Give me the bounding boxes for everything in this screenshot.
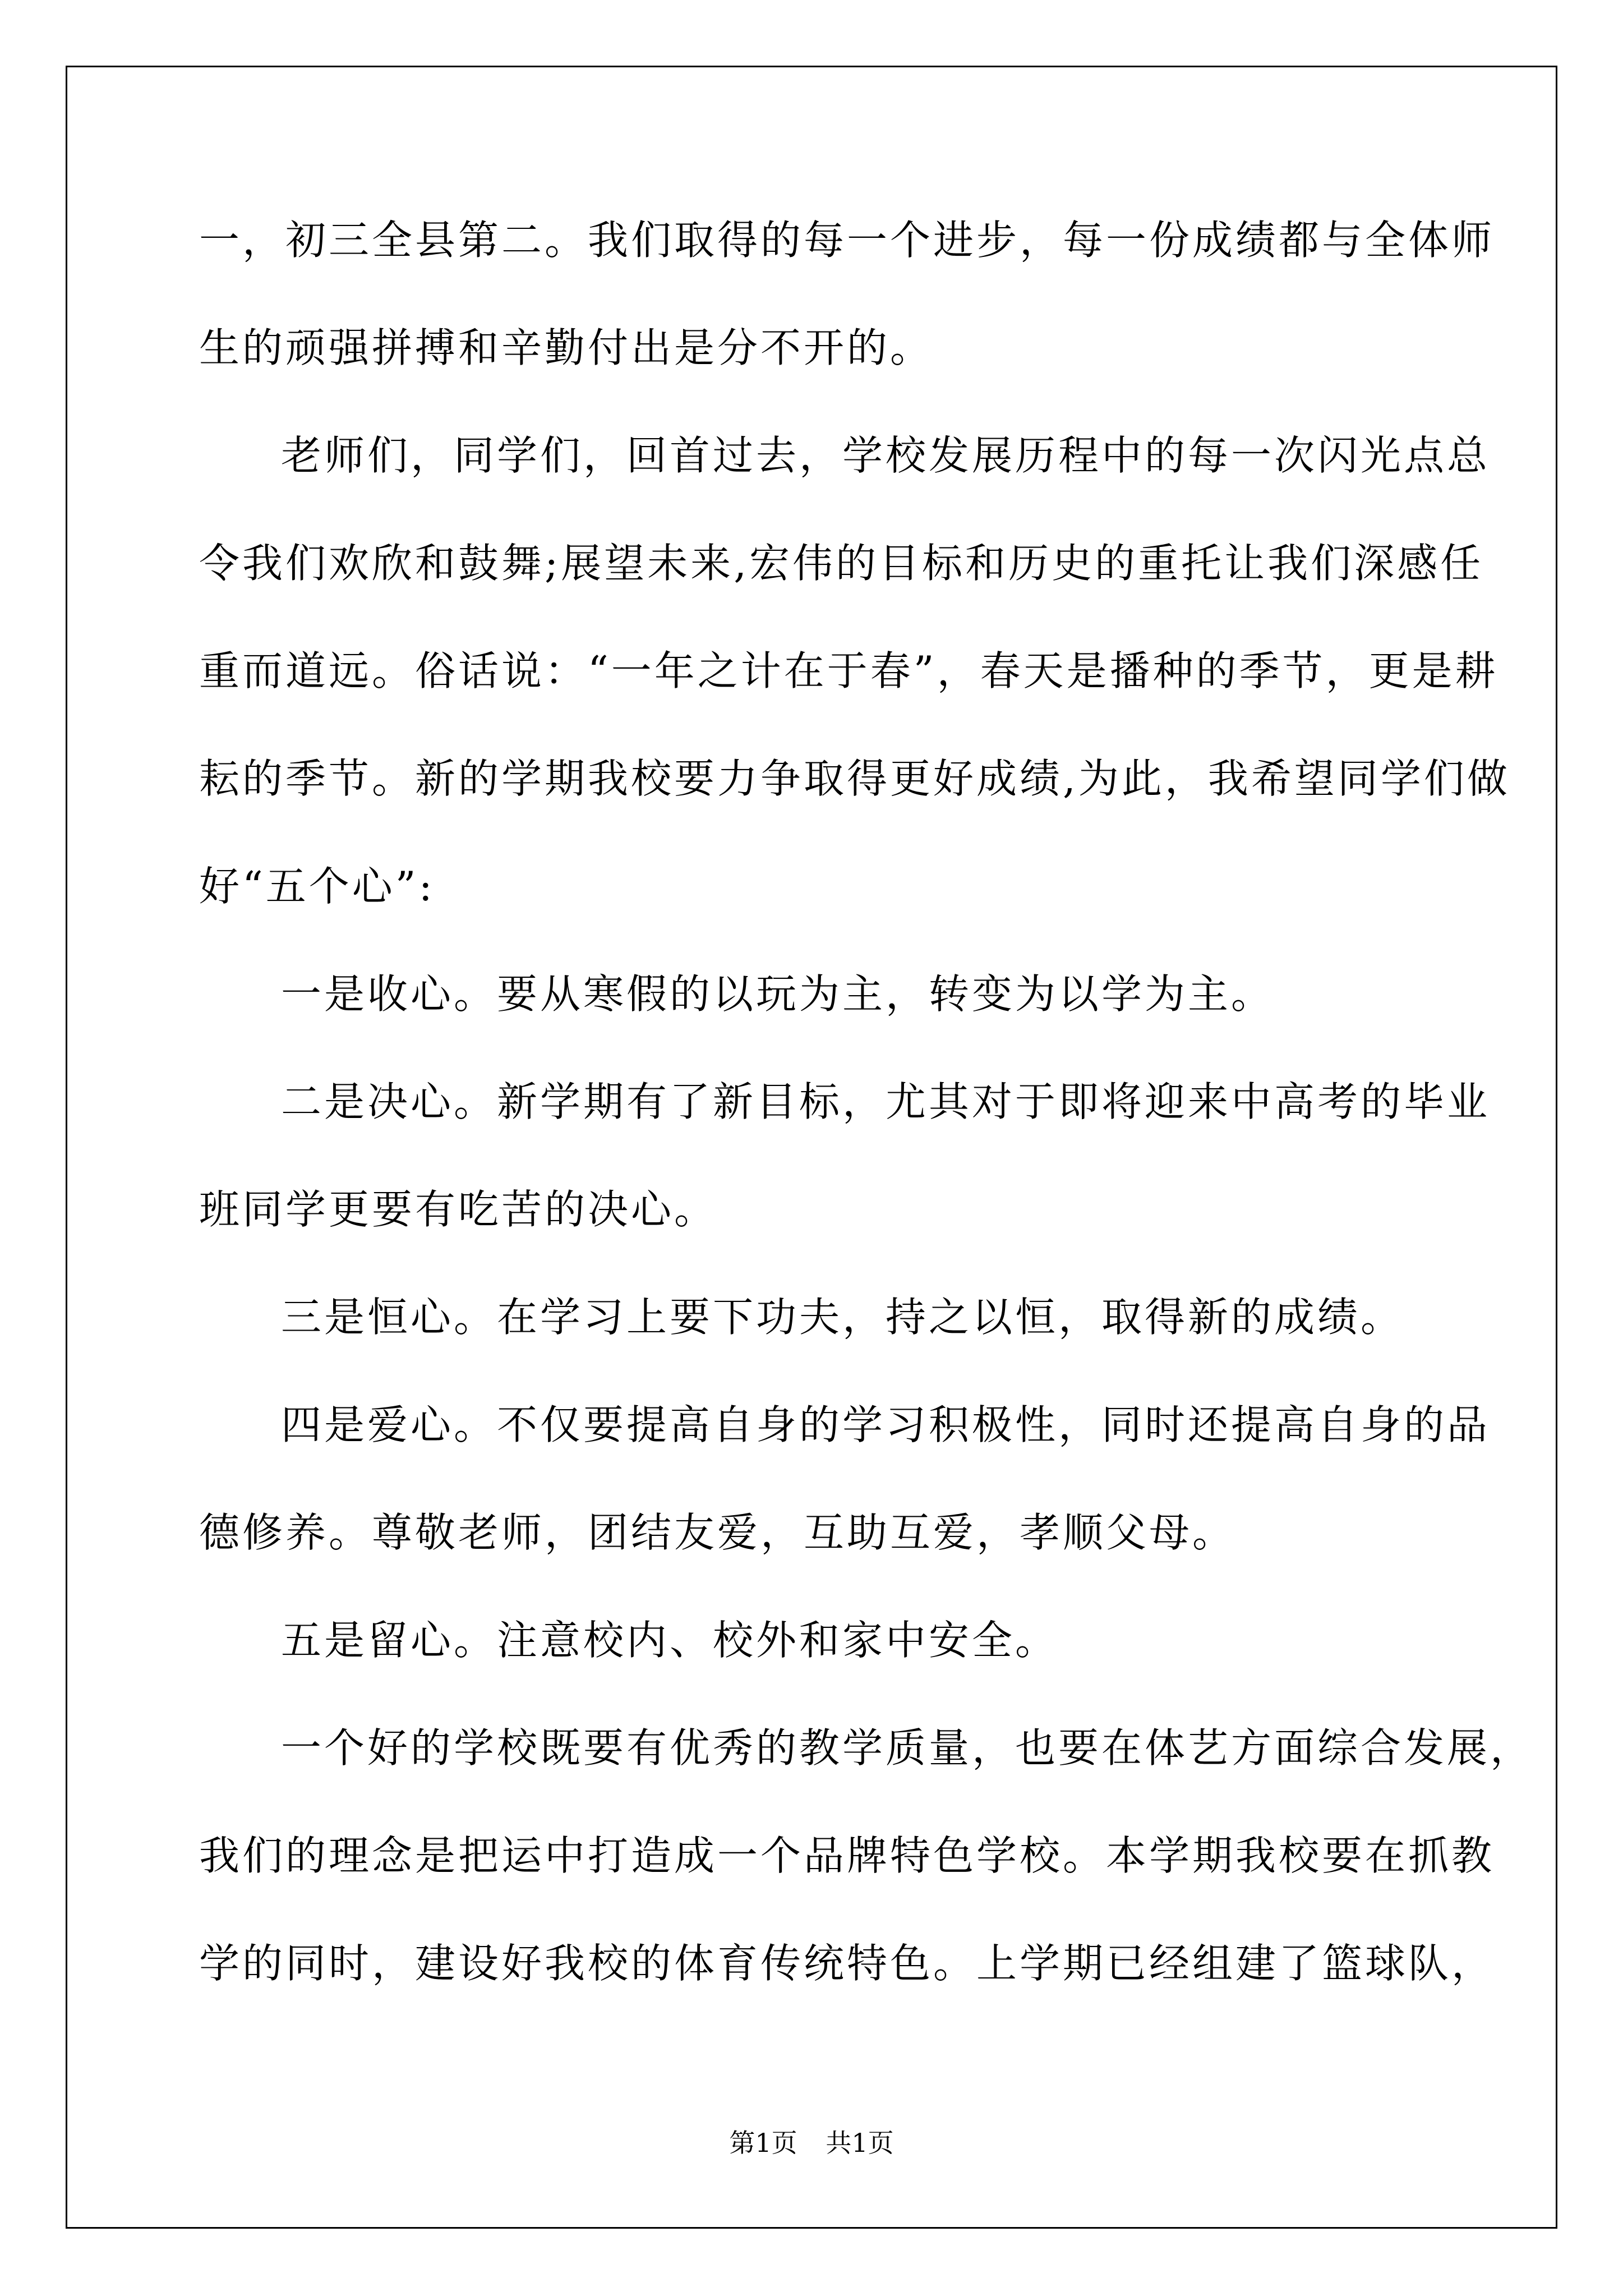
text-line: 班同学更要有吃苦的决心。 [199, 1186, 718, 1233]
text-line: 老师们，同学们，回首过去，学校发展历程中的每一次闪光点总 [281, 432, 1491, 479]
text-line: 重而道远。俗话说：“一年之计在于春”，春天是播种的季节，更是耕 [199, 647, 1498, 694]
text-line: 五是留心。注意校内、校外和家中安全。 [281, 1617, 1059, 1664]
text-line: 德修养。尊敬老师，团结友爱，互助互爱，孝顺父母。 [199, 1509, 1236, 1556]
document-body [199, 213, 1534, 1990]
text-line: 耘的季节。新的学期我校要力争取得更好成绩,为此，我希望同学们做 [199, 755, 1510, 802]
page-footer [0, 2126, 1623, 2160]
text-line: 三是恒心。在学习上要下功夫，持之以恒，取得新的成绩。 [281, 1294, 1404, 1341]
text-line: 一，初三全县第二。我们取得的每一个进步，每一份成绩都与全体师 [199, 217, 1495, 264]
text-line: 二是决心。新学期有了新目标，尤其对于即将迎来中高考的毕业 [281, 1078, 1491, 1125]
text-line: 令我们欢欣和鼓舞;展望未来,宏伟的目标和历史的重托让我们深感任 [199, 540, 1484, 587]
text-line: 生的顽强拼搏和辛勤付出是分不开的。 [199, 324, 934, 371]
page-number-current: 第1页 [729, 2128, 797, 2158]
text-line: 一个好的学校既要有优秀的教学质量，也要在体艺方面综合发展， [281, 1724, 1534, 1772]
page-number-total: 共1页 [826, 2128, 894, 2158]
text-line: 我们的理念是把运中打造成一个品牌特色学校。本学期我校要在抓教 [199, 1832, 1495, 1879]
text-line: 一是收心。要从寒假的以玩为主，转变为以学为主。 [281, 970, 1275, 1018]
text-line: 学的同时，建设好我校的体育传统特色。上学期已经组建了篮球队， [199, 1940, 1495, 1987]
text-line: 四是爱心。不仅要提高自身的学习积极性，同时还提高自身的品 [281, 1401, 1491, 1448]
text-line: 好“五个心”: [199, 863, 435, 910]
